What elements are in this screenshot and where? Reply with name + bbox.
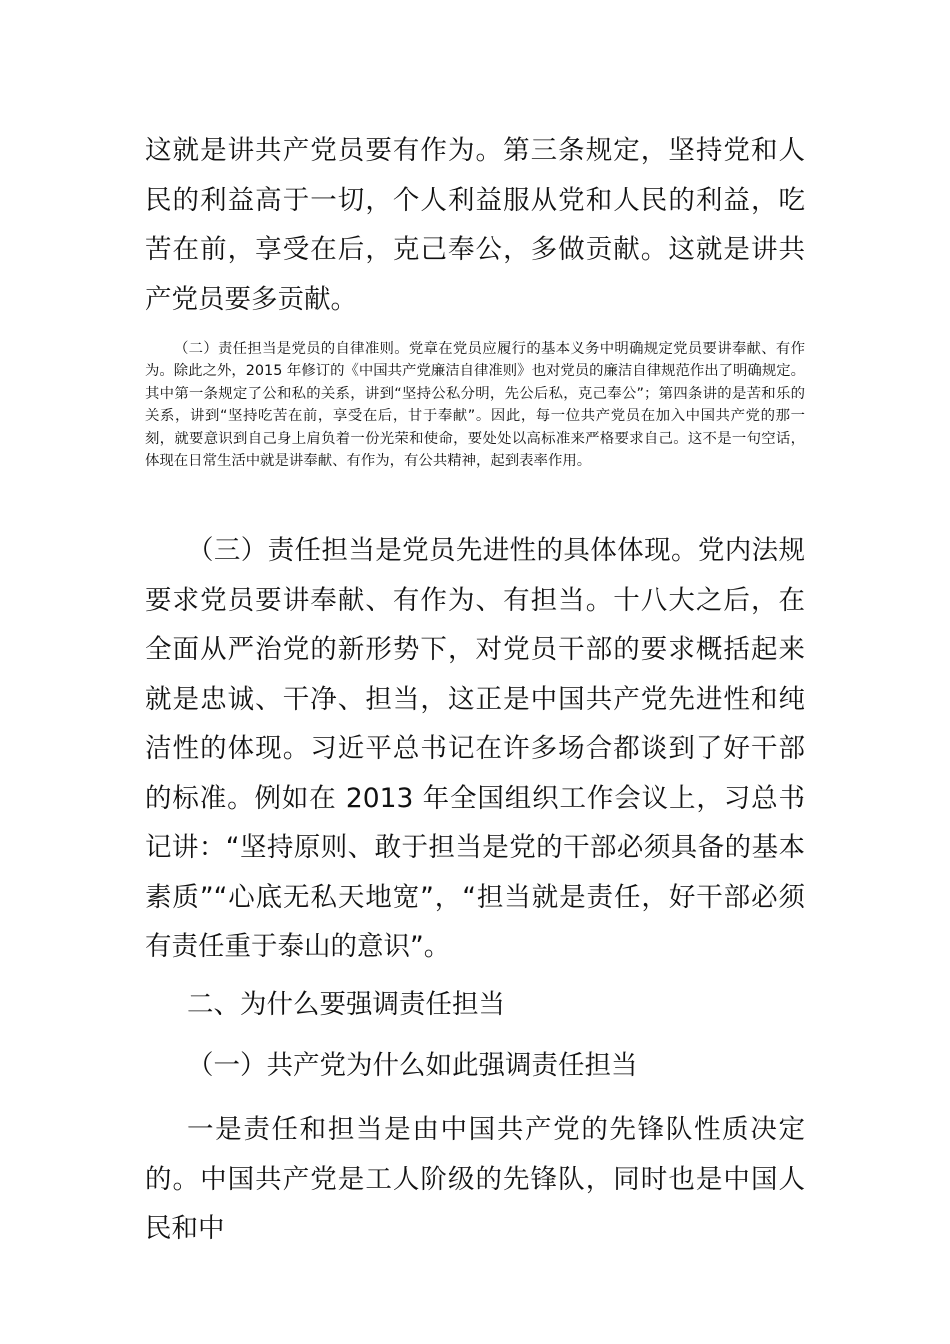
- body-paragraph-section-three: （三）责任担当是党员先进性的具体体现。党内法规要求党员要讲奉献、有作为、有担当。十八大之后，在全面从严治党的新形势下，对党员干部的要求概括起来就是忠诚、干净、担当，这正是中国共产党先进性和纯洁性的体现。习近平总书记在许多场合都谈到了好干部的标准。例如在 2013 年全国组织工作会议上，习总书记讲：“坚持原则、敢于担当是党的干部必须具备的基本素质”“心底无私天地宽”，“担当就是责任，好干部必须有责任重于泰山的意识”。: [145, 535, 805, 962]
- body-paragraph-small-print: （二）责任担当是党员的自律准则。党章在党员应履行的基本义务中明确规定党员要讲奉献、有作为。除此之外，2015 年修订的《中国共产党廉洁自律准则》也对党员的廉洁自律规范作出了明确规定。其中第一条规定了公和私的关系，讲到“坚持公私分明，先公后私，克己奉公”；第四条讲的是苦和乐的关系，讲到“坚持吃苦在前，享受在后，甘于奉献”。因此，每一位共产党员在加入中国共产党的那一刻，就要意识到自己身上肩负着一份光荣和使命，要处处以高标准来严格要求自己。这不是一句空话，体现在日常生活中就是讲奉献、有作为，有公共精神，起到表率作用。: [145, 341, 805, 470]
- body-paragraph-vanguard: 一是责任和担当是由中国共产党的先锋队性质决定的。中国共产党是工人阶级的先锋队，同时也是中国人民和中: [145, 1114, 805, 1244]
- subsection-heading: （一）共产党为什么如此强调责任担当: [187, 1050, 638, 1081]
- body-paragraph-continuation: 这就是讲共产党员要有作为。第三条规定，坚持党和人民的利益高于一切，个人利益服从党和人民的利益，吃苦在前，享受在后，克己奉公，多做贡献。这就是讲共产党员要多贡献。: [145, 135, 805, 315]
- section-heading: 二、为什么要强调责任担当: [187, 989, 505, 1020]
